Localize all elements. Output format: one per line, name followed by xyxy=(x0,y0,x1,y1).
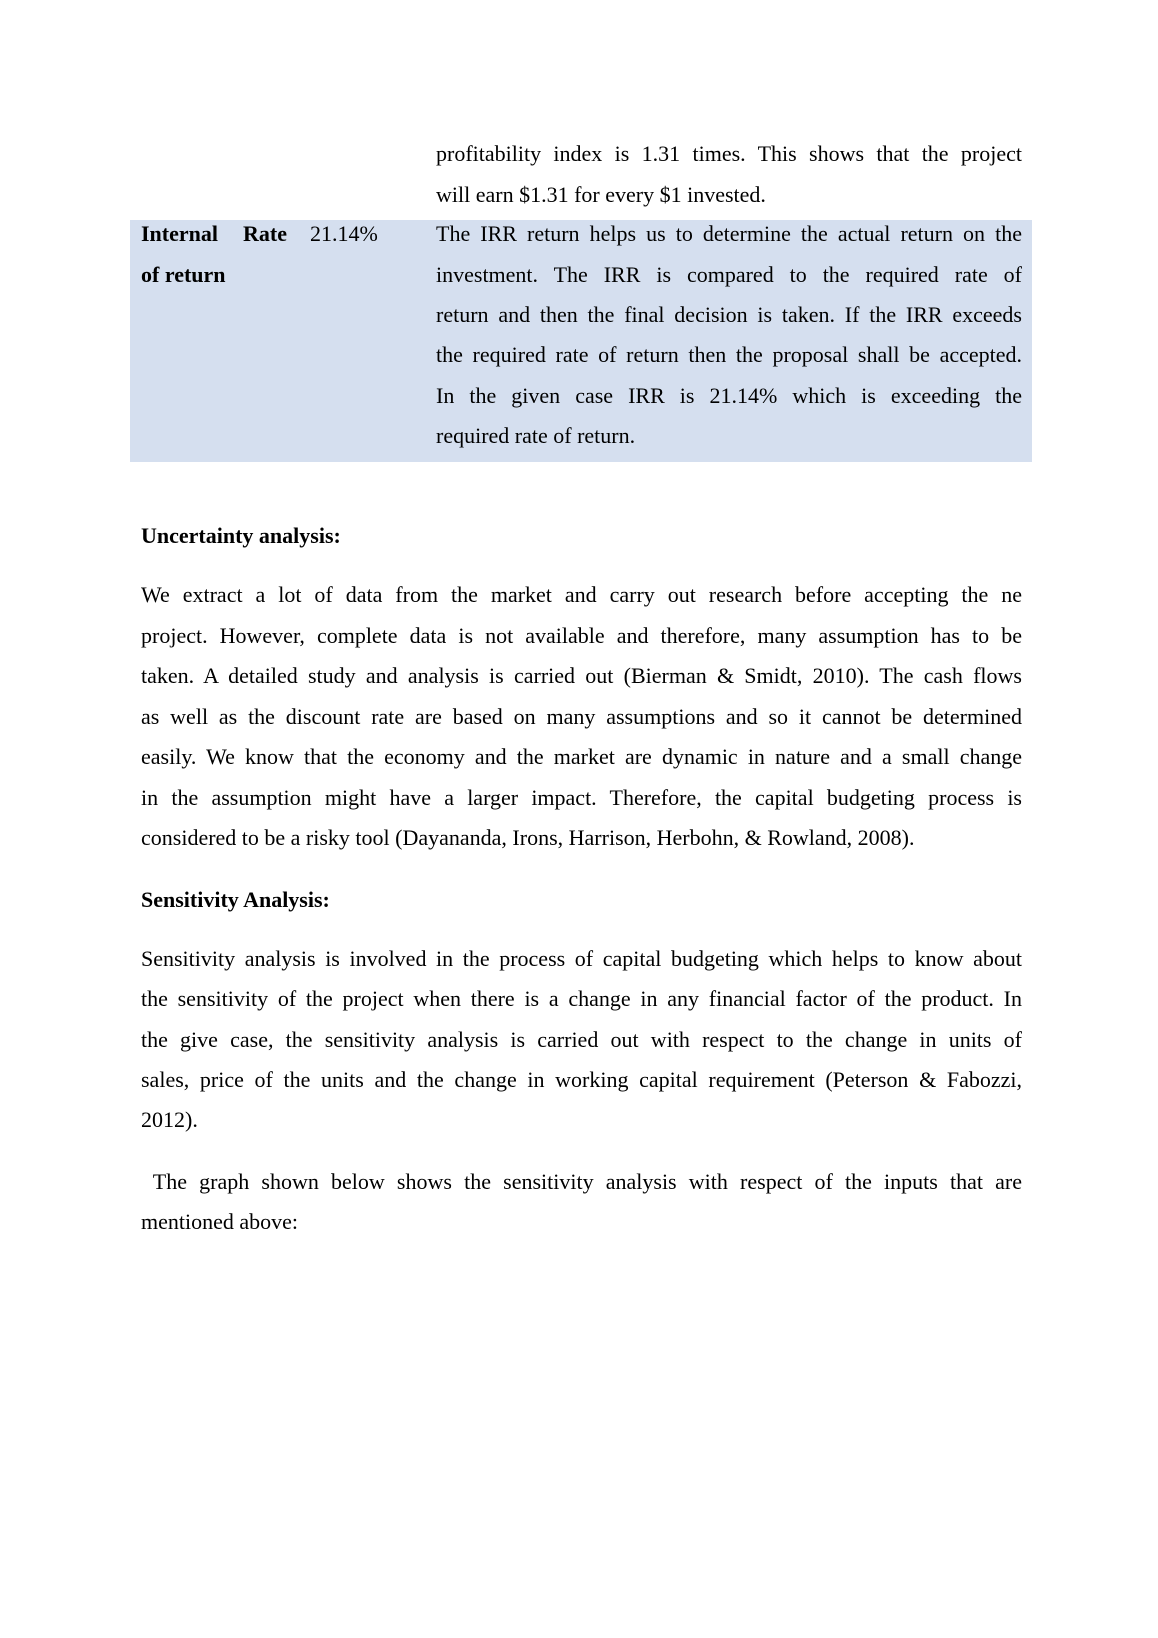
sensitivity-line: 2012). xyxy=(141,1107,198,1132)
uncertainty-line: in the assumption might have a larger impact. Therefore, the capital budgeting process is xyxy=(141,785,1022,810)
irr-label-word: Rate xyxy=(243,221,287,246)
irr-explanation-line: required rate of return. xyxy=(436,423,636,448)
uncertainty-line: considered to be a risky tool (Dayananda, Irons, Harrison, Herbohn, & Rowland, 2008). xyxy=(141,825,915,850)
irr-explanation-line: The IRR return helps us to determine the actual return on the xyxy=(436,221,1022,246)
sensitivity-graph-intro-line: The graph shown below shows the sensitivity analysis with respect of the inputs that are xyxy=(141,1169,1022,1194)
uncertainty-line: easily. We know that the economy and the market are dynamic in nature and a small change xyxy=(141,744,1022,769)
uncertainty-line: as well as the discount rate are based on many assumptions and so it cannot be determined xyxy=(141,704,1022,729)
sensitivity-graph-intro-line: mentioned above: xyxy=(141,1209,299,1234)
irr-label-line: of return xyxy=(141,262,226,287)
irr-value: 21.14% xyxy=(310,221,378,246)
prev-row-explanation-line: will earn $1.31 for every $1 invested. xyxy=(436,182,766,207)
sensitivity-line: the sensitivity of the project when there is a change in any financial factor of the product. In xyxy=(141,986,1022,1011)
uncertainty-heading: Uncertainty analysis: xyxy=(141,523,341,548)
sensitivity-line: the give case, the sensitivity analysis is carried out with respect to the change in units of xyxy=(141,1027,1022,1052)
prev-row-explanation-line: profitability index is 1.31 times. This shows that the project xyxy=(436,141,1022,166)
irr-explanation-line: In the given case IRR is 21.14% which is exceeding the xyxy=(436,383,1022,408)
irr-explanation-line: investment. The IRR is compared to the required rate of xyxy=(436,262,1022,287)
irr-label-word: Internal xyxy=(141,221,218,246)
irr-explanation-line: the required rate of return then the proposal shall be accepted. xyxy=(436,342,1022,367)
uncertainty-line: project. However, complete data is not available and therefore, many assumption has to be xyxy=(141,623,1022,648)
uncertainty-line: taken. A detailed study and analysis is carried out (Bierman & Smidt, 2010). The cash flows xyxy=(141,663,1022,688)
uncertainty-line: We extract a lot of data from the market and carry out research before accepting the ne xyxy=(141,582,1022,607)
sensitivity-line: sales, price of the units and the change in working capital requirement (Peterson & Fabozzi, xyxy=(141,1067,1022,1092)
sensitivity-heading: Sensitivity Analysis: xyxy=(141,887,330,912)
irr-explanation-line: return and then the final decision is taken. If the IRR exceeds xyxy=(436,302,1022,327)
sensitivity-line: Sensitivity analysis is involved in the process of capital budgeting which helps to know about xyxy=(141,946,1022,971)
